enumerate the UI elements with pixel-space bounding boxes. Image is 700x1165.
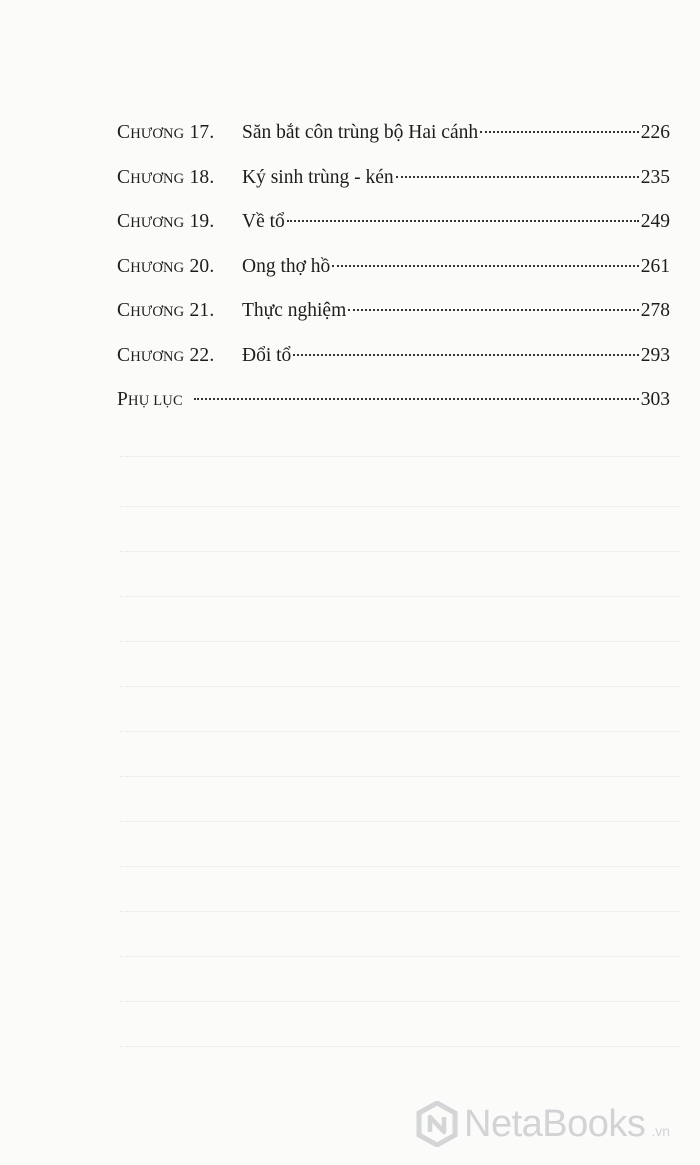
ghost-line — [120, 760, 680, 777]
ghost-line — [120, 625, 680, 642]
netabooks-watermark — [416, 1101, 670, 1147]
ghost-line — [120, 895, 680, 912]
page-number: 278 — [640, 300, 670, 321]
chapter-title: Ký sinh trùng - kén — [242, 166, 394, 188]
ghost-line — [120, 670, 680, 687]
ghost-line — [120, 850, 680, 867]
page-number: 261 — [640, 255, 670, 277]
ghost-line — [120, 580, 680, 597]
ghost-line — [120, 490, 680, 507]
chapter-title: Về tổ — [242, 211, 285, 232]
ghost-line — [120, 1030, 680, 1047]
dot-leader — [396, 176, 639, 178]
dot-leader — [194, 398, 639, 400]
chapter-title: Ong thợ hồ — [242, 255, 331, 277]
chapter-label: CHƯƠNG 19. — [117, 211, 215, 232]
ghost-line — [120, 715, 680, 732]
ghost-line — [120, 535, 680, 552]
toc-entry[interactable] — [117, 207, 670, 252]
page-number: 303 — [640, 389, 670, 410]
ghost-line — [120, 985, 680, 1002]
chapter-label: CHƯƠNG 18. — [117, 166, 215, 188]
ghost-line — [120, 940, 680, 957]
toc-entry[interactable] — [117, 341, 670, 386]
toc-entry[interactable] — [117, 252, 670, 297]
chapter-title: Đổi tổ — [242, 344, 292, 366]
page-number: 293 — [640, 344, 670, 366]
chapter-label: CHƯƠNG 21. — [117, 300, 215, 321]
dot-leader — [293, 354, 638, 356]
netabooks-logo-icon — [416, 1101, 458, 1147]
page-number: 226 — [640, 122, 670, 143]
watermark-brand: NetaBooks — [464, 1102, 646, 1145]
toc-entry-appendix[interactable] — [117, 385, 670, 430]
appendix-label: PHỤ LỤC — [117, 389, 183, 410]
dot-leader — [287, 220, 639, 222]
chapter-label: CHƯƠNG 22. — [117, 344, 215, 366]
chapter-title: Thực nghiệm — [242, 300, 347, 321]
dot-leader — [332, 265, 638, 267]
dot-leader — [348, 309, 638, 311]
toc-entry[interactable] — [117, 163, 670, 208]
chapter-title: Săn bắt côn trùng bộ Hai cánh — [242, 122, 479, 143]
chapter-label: CHƯƠNG 20. — [117, 255, 215, 277]
toc-entry[interactable] — [117, 296, 670, 341]
table-of-contents — [117, 118, 670, 430]
watermark-suffix: .vn — [651, 1123, 671, 1139]
page-number: 235 — [640, 166, 670, 188]
ghost-line — [120, 440, 680, 457]
page-number: 249 — [640, 211, 670, 232]
dot-leader — [480, 131, 639, 133]
toc-entry[interactable] — [117, 118, 670, 163]
ghost-line — [120, 805, 680, 822]
chapter-label: CHƯƠNG 17. — [117, 122, 215, 143]
